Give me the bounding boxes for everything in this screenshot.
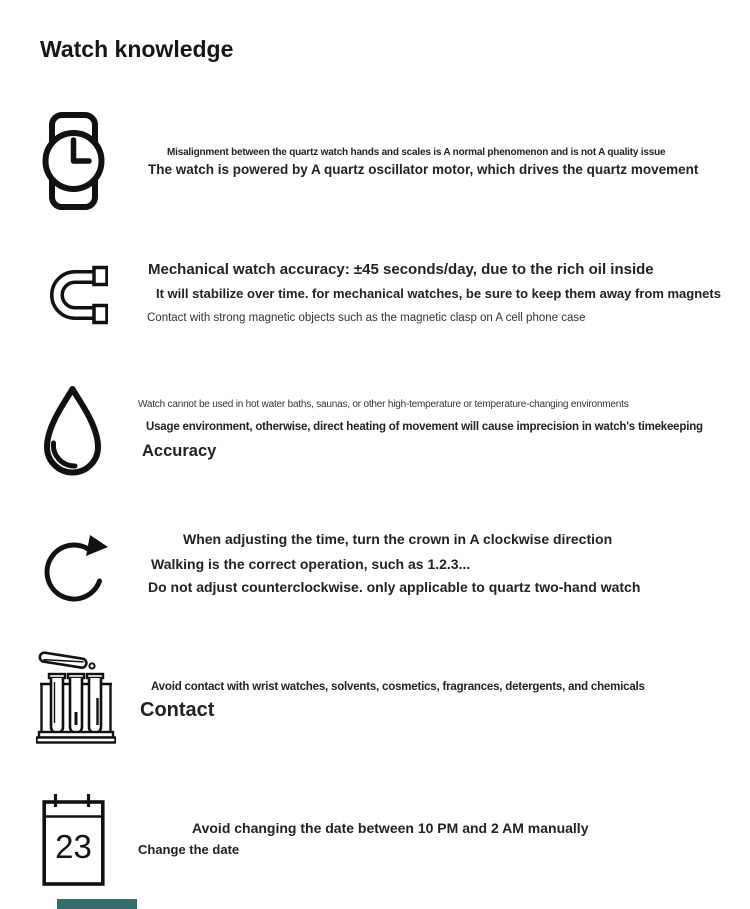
- watermark-bar: [57, 899, 137, 909]
- clockwise-arrow-icon: [42, 527, 110, 609]
- water-drop-icon: [40, 383, 105, 483]
- date-heading: Change the date: [138, 842, 240, 857]
- wristwatch-icon: [42, 112, 105, 210]
- calendar-icon: [42, 791, 105, 886]
- quartz-main-line: The watch is powered by A quartz oscillator motor, which drives the quartz movement: [148, 162, 699, 177]
- test-tubes-icon: [36, 648, 116, 745]
- date-warning-line: Avoid changing the date between 10 PM and 2 AM manually: [192, 820, 589, 836]
- temperature-warning-line: Watch cannot be used in hot water baths, saunas, or other high-temperature or temperature-changing environments: [138, 399, 629, 410]
- calendar-day-label: 23: [55, 828, 92, 865]
- magnet-contact-line: Contact with strong magnetic objects such as the magnetic clasp on A cell phone case: [147, 312, 586, 324]
- page-title: Watch knowledge: [40, 36, 234, 62]
- chemicals-warning-line: Avoid contact with wrist watches, solvents, cosmetics, fragrances, detergents, and chemicals: [151, 681, 645, 693]
- accuracy-heading: Accuracy: [142, 442, 217, 460]
- crown-walking-line: Walking is the correct operation, such as 1.2.3...: [151, 556, 471, 572]
- crown-clockwise-line: When adjusting the time, turn the crown in A clockwise direction: [183, 531, 613, 547]
- magnet-icon: [42, 264, 108, 326]
- crown-counterclockwise-line: Do not adjust counterclockwise. only applicable to quartz two-hand watch: [148, 579, 641, 595]
- magnet-stabilize-line: It will stabilize over time. for mechanical watches, be sure to keep them away from magnets: [156, 286, 721, 301]
- magnet-accuracy-line: Mechanical watch accuracy: ±45 seconds/day, due to the rich oil inside: [148, 261, 654, 278]
- quartz-note-line: Misalignment between the quartz watch hands and scales is A normal phenomenon and is not A quality issue: [167, 147, 666, 158]
- contact-heading: Contact: [140, 699, 215, 721]
- temperature-usage-line: Usage environment, otherwise, direct heating of movement will cause imprecision in watch's timekeeping: [146, 421, 703, 433]
